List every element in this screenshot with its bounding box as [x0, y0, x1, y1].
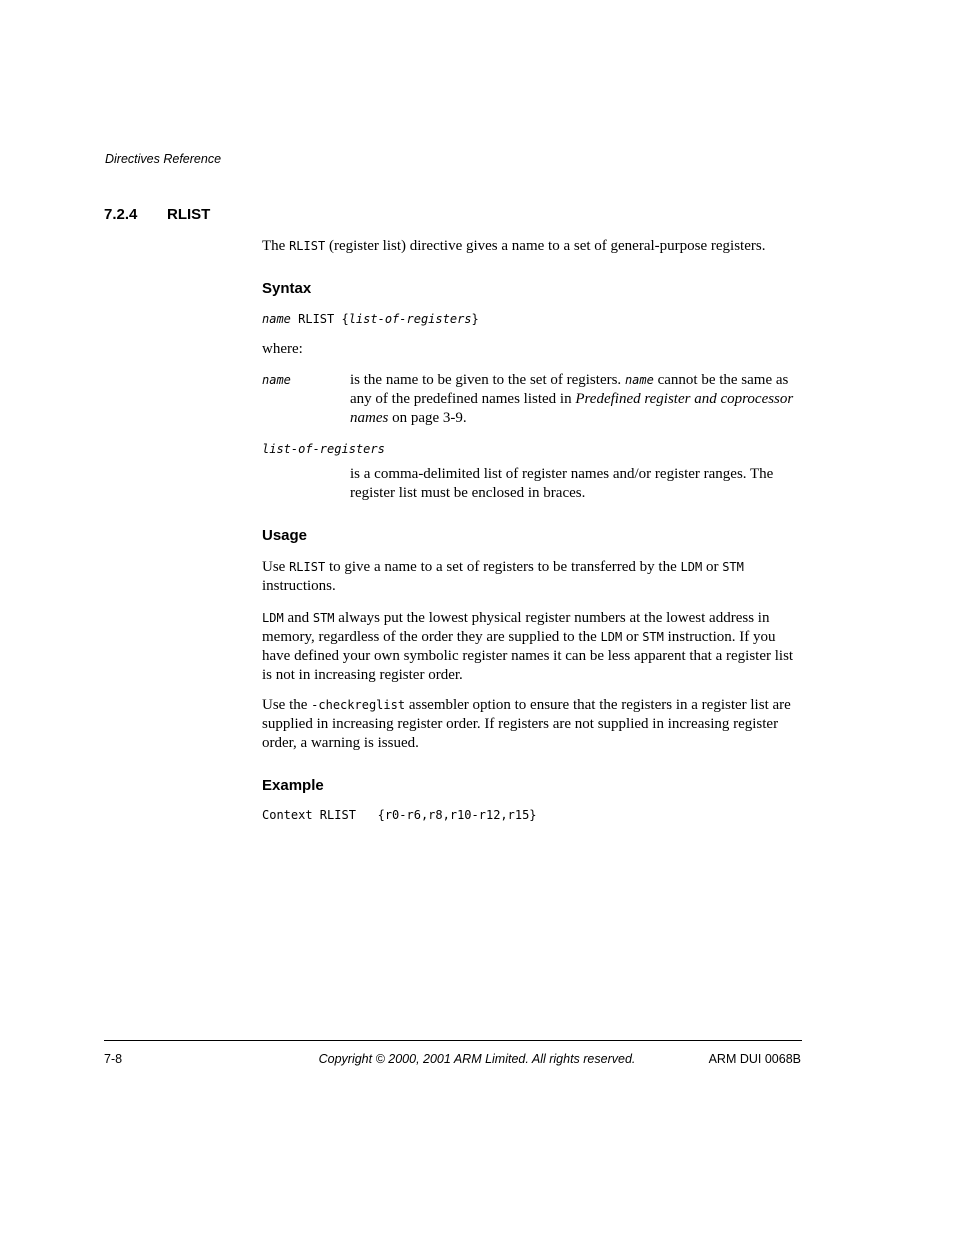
usage-p1-code-stm: STM [722, 560, 744, 574]
param-desc-name-code: name [624, 373, 654, 387]
usage-p2-code-ldm-2: LDM [600, 630, 623, 644]
usage-p1-text-4: instructions. [262, 578, 336, 594]
usage-heading: Usage [262, 527, 308, 544]
usage-p2-text-4: instruction. If you have defined your own symbolic register names it can be less apparent that a register list is not in increasing register order. [262, 629, 794, 683]
section-number: 7.2.4 [104, 206, 138, 223]
usage-p2-code-stm-2: STM [642, 630, 664, 644]
param-desc-name [350, 371, 802, 428]
param-desc-name-3: on page 3-9. [388, 410, 467, 426]
usage-p2-code-stm: STM [312, 611, 335, 625]
running-header: Directives Reference [105, 152, 222, 166]
usage-p1-text-2: to give a name to a set of registers to be transferred by the [325, 559, 681, 575]
intro-text-2: (register list) directive gives a name to a set of general-purpose registers. [325, 238, 766, 254]
example-code: Context RLIST {r0-r6,r8,r10-r12,r15} [262, 808, 537, 822]
usage-p2-text-1: and [283, 610, 313, 626]
intro-code-rlist: RLIST [289, 239, 326, 253]
example-heading: Example [262, 777, 324, 794]
syntax-name: name [262, 312, 291, 326]
usage-p1-text-1: Use [262, 559, 290, 575]
footer-copyright: Copyright © 2000, 2001 ARM Limited. All rights reserved. [318, 1052, 636, 1066]
usage-p3-text-2: assembler option to ensure that the registers in a register list are supplied in increasing register order. If registers are not supplied in increasing register order, a warning is issued. [262, 697, 791, 751]
section-title: RLIST [167, 206, 211, 223]
footer-page-number: 7-8 [104, 1052, 123, 1066]
usage-p2-text-3: or [622, 629, 643, 645]
usage-p1-code-ldm: LDM [680, 560, 703, 574]
usage-p1-text-3: or [702, 559, 723, 575]
param-desc-list: is a comma-delimited list of register names and/or register ranges. The register list must be enclosed in braces. [350, 466, 774, 501]
footer-rule [104, 1040, 802, 1041]
syntax-close: } [471, 312, 479, 326]
intro-text-1: The [262, 238, 290, 254]
usage-p2-text-2: always put the lowest physical register numbers at the lowest address in memory, regardless of the order they are supplied to the [262, 610, 770, 645]
syntax-line [262, 312, 479, 326]
param-desc-name-2: cannot be the same as any of the predefined names listed in [350, 372, 789, 407]
syntax-rlist: RLIST { [290, 312, 349, 326]
usage-p1-code-rlist: RLIST [289, 560, 326, 574]
intro-paragraph [262, 237, 802, 256]
param-desc-xref[interactable]: Predefined register and coprocessor names [350, 391, 794, 426]
param-term-list: list-of-registers [262, 442, 385, 456]
usage-p3-code-option: -checkreglist [311, 698, 406, 712]
usage-paragraph-1 [262, 558, 802, 596]
param-term-name: name [262, 373, 291, 387]
usage-paragraph-3 [262, 696, 802, 753]
syntax-where: where: [262, 341, 303, 357]
syntax-heading: Syntax [262, 280, 312, 297]
usage-p2-code-ldm: LDM [262, 611, 284, 625]
footer-document-id: ARM DUI 0068B [708, 1052, 801, 1066]
usage-paragraph-2 [262, 609, 802, 685]
syntax-list: list-of-registers [348, 312, 472, 326]
param-desc-name-1: is the name to be given to the set of registers. [350, 372, 625, 388]
usage-p3-text-1: Use the [262, 697, 312, 713]
